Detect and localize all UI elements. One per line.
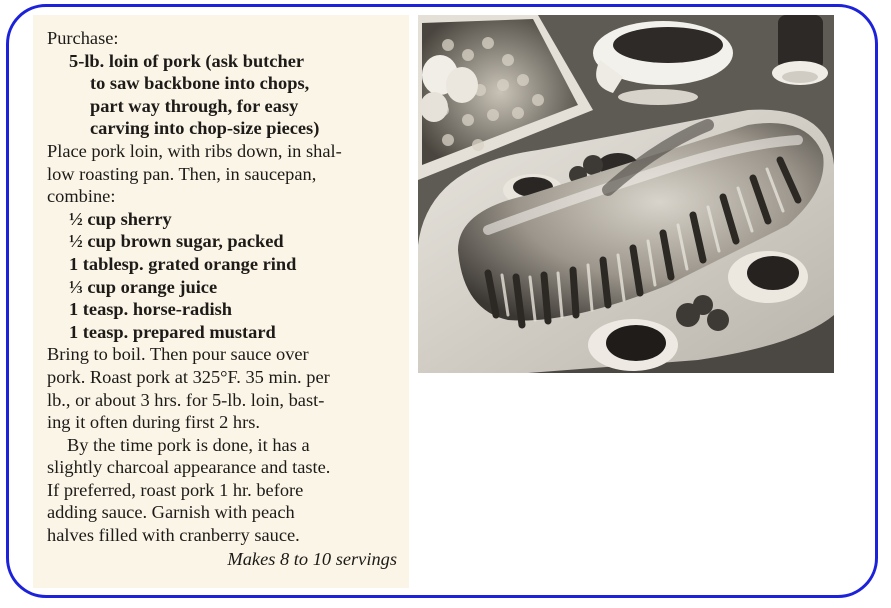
step1-line: combine: [47, 186, 116, 207]
step2-line: pork. Roast pork at 325°F. 35 min. per [47, 366, 330, 387]
ingredient-line: ⅓ cup orange juice [69, 276, 218, 297]
roast-pork-photo-illustration [418, 15, 834, 373]
purchase-item-line: part way through, for easy [90, 95, 299, 116]
step3-line: adding sauce. Garnish with peach [47, 502, 295, 523]
yield-text: Makes 8 to 10 servings [227, 548, 397, 569]
step3-line: If preferred, roast pork 1 hr. before [47, 479, 304, 500]
ingredient-line: ½ cup brown sugar, packed [69, 231, 284, 252]
step2-line: ing it often during first 2 hrs. [47, 412, 261, 433]
step3-line: halves filled with cranberry sauce. [47, 525, 300, 546]
step3-line: slightly charcoal appearance and taste. [47, 457, 331, 478]
step3-line: By the time pork is done, it has a [67, 434, 310, 455]
step2-line: lb., or about 3 hrs. for 5-lb. loin, bast- [47, 389, 325, 410]
roast-pork-photo [418, 15, 834, 373]
ingredient-line: 1 tablesp. grated orange rind [69, 253, 297, 274]
ingredient-line: 1 teasp. horse-radish [69, 299, 232, 320]
purchase-item-line: carving into chop-size pieces) [90, 118, 320, 139]
step1-line: Place pork loin, with ribs down, in shal- [47, 140, 342, 161]
ingredient-line: ½ cup sherry [69, 208, 172, 229]
purchase-item-line: to saw backbone into chops, [90, 73, 310, 94]
step2-line: Bring to boil. Then pour sauce over [47, 344, 309, 365]
step1-line: low roasting pan. Then, in saucepan, [47, 163, 317, 184]
purchase-label: Purchase: [47, 28, 119, 48]
recipe-text [47, 27, 397, 570]
purchase-item-line: 5-lb. loin of pork (ask butcher [69, 50, 305, 71]
ingredient-line: 1 teasp. prepared mustard [69, 321, 276, 342]
